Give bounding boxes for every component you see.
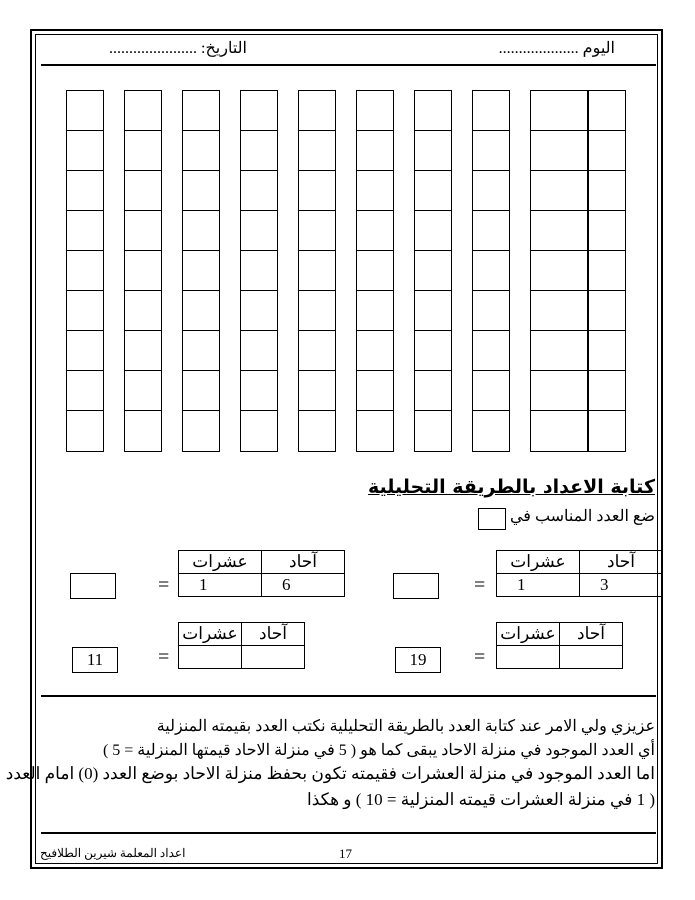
grid-cell (67, 411, 103, 451)
grid-cell (473, 171, 509, 211)
instruction-text: ضع العدد المناسب في (509, 508, 655, 525)
grid-cell (531, 131, 587, 171)
grid-cell (241, 91, 277, 131)
grid-cell (241, 251, 277, 291)
grid-column (298, 90, 336, 452)
grid-cell (299, 171, 335, 211)
grid-cell (183, 411, 219, 451)
tens-value[interactable] (497, 646, 560, 669)
ones-header: آحاد (262, 551, 345, 574)
place-value-table (178, 550, 345, 597)
grid-column (588, 90, 626, 452)
grid-cell (299, 291, 335, 331)
grid-cell (473, 371, 509, 411)
explanation-line: اما العدد الموجود في منزلة العشرات فقيمته تكون بحفظ منزلة الاحاد بوضع العدد (0) امام العدد (5, 764, 655, 783)
grid-cell (299, 251, 335, 291)
grid-cell (67, 211, 103, 251)
grid-cell (357, 371, 393, 411)
grid-cell (125, 411, 161, 451)
grid-cell (589, 91, 625, 131)
grid-cell (125, 171, 161, 211)
place-value-table (178, 622, 305, 669)
page-number: 17 (339, 846, 352, 861)
answer-box: 19 (395, 647, 441, 673)
grid-cell (357, 171, 393, 211)
grid-cell (473, 131, 509, 171)
tens-header: عشرات (497, 551, 580, 574)
day-label: اليوم .................... (498, 40, 615, 57)
footer-divider (41, 832, 656, 834)
ones-header: آحاد (580, 551, 663, 574)
grid-cell (415, 411, 451, 451)
grid-cell (125, 331, 161, 371)
answer-box[interactable] (70, 573, 116, 599)
grid-cell (589, 371, 625, 411)
grid-cell (299, 371, 335, 411)
equals-sign: = (474, 646, 486, 668)
grid-cell (125, 91, 161, 131)
tens-value[interactable] (179, 646, 242, 669)
grid-cell (241, 171, 277, 211)
ones-header: آحاد (242, 623, 305, 646)
grid-cell (473, 211, 509, 251)
grid-cell (589, 211, 625, 251)
grid-cell (67, 291, 103, 331)
grid-cell (473, 251, 509, 291)
explanation-line: عزيزي ولي الامر عند كتابة العدد بالطريقة التحليلية نكتب العدد بقيمته المنزلية (156, 718, 655, 735)
grid-column (414, 90, 452, 452)
grid-cell (415, 291, 451, 331)
grid-cell (473, 331, 509, 371)
grid-cell (241, 411, 277, 451)
grid-cell (241, 331, 277, 371)
grid-column (66, 90, 104, 452)
grid-cell (531, 91, 587, 131)
grid-cell (415, 251, 451, 291)
tens-value: 1 (179, 574, 262, 597)
grid-cell (415, 211, 451, 251)
grid-cell (299, 211, 335, 251)
ones-value[interactable] (560, 646, 623, 669)
grid-cell (183, 171, 219, 211)
grid-cell (589, 291, 625, 331)
grid-cell (125, 371, 161, 411)
grid-cell (473, 91, 509, 131)
grid-column (182, 90, 220, 452)
grid-column (240, 90, 278, 452)
ones-value[interactable] (242, 646, 305, 669)
ones-value: 6 (262, 574, 345, 597)
grid-cell (183, 251, 219, 291)
grid-cell (589, 131, 625, 171)
answer-box[interactable] (393, 573, 439, 599)
grid-cell (241, 211, 277, 251)
grid-cell (531, 171, 587, 211)
grid-cell (241, 371, 277, 411)
grid-cell (415, 331, 451, 371)
grid-cell (67, 251, 103, 291)
grid-cell (589, 331, 625, 371)
place-value-table (496, 550, 663, 597)
grid-cell (531, 251, 587, 291)
grid-cell (299, 131, 335, 171)
grid-column (472, 90, 510, 452)
grid-cell (125, 211, 161, 251)
grid-cell (473, 291, 509, 331)
place-value-table (496, 622, 623, 669)
grid-cell (299, 91, 335, 131)
grid-cell (183, 131, 219, 171)
section-divider (41, 695, 656, 697)
equals-sign: = (158, 574, 170, 596)
grid-column (124, 90, 162, 452)
ones-header: آحاد (560, 623, 623, 646)
grid-cell (531, 331, 587, 371)
grid-cell (589, 251, 625, 291)
explanation-line: أي العدد الموجود في منزلة الاحاد يبقى كما هو ( 5 في منزلة الاحاد قيمتها المنزلية = 5 ) (102, 742, 655, 759)
grid-cell (589, 411, 625, 451)
grid-cell (125, 291, 161, 331)
explanation-line: ( 1 في منزلة العشرات قيمته المنزلية = 10 ) و هكذا (307, 790, 655, 809)
grid-cell (415, 131, 451, 171)
tens-header: عشرات (497, 623, 560, 646)
grid-cell (531, 411, 587, 451)
equals-sign: = (158, 646, 170, 668)
grid-cell (299, 411, 335, 451)
grid-cell (589, 171, 625, 211)
grid-cell (357, 211, 393, 251)
tens-header: عشرات (179, 551, 262, 574)
tens-header: عشرات (179, 623, 242, 646)
grid-cell (415, 371, 451, 411)
grid-cell (531, 211, 587, 251)
grid-cell (183, 331, 219, 371)
grid-cell (241, 291, 277, 331)
header-divider (41, 64, 656, 66)
section-title: كتابة الاعداد بالطريقة التحليلية (367, 476, 655, 498)
grid-cell (415, 91, 451, 131)
grid-cell (125, 251, 161, 291)
grid-cell (415, 171, 451, 211)
grid-cell (183, 371, 219, 411)
grid-cell (357, 291, 393, 331)
grid-cell (357, 251, 393, 291)
equals-sign: = (474, 574, 486, 596)
grid-column (530, 90, 588, 452)
tens-value: 1 (497, 574, 580, 597)
grid-column (356, 90, 394, 452)
grid-cell (241, 131, 277, 171)
grid-cell (531, 371, 587, 411)
grid-cell (67, 331, 103, 371)
grid-cell (67, 91, 103, 131)
answer-box: 11 (72, 647, 118, 673)
grid-cell (67, 131, 103, 171)
ones-value: 3 (580, 574, 663, 597)
grid-cell (299, 331, 335, 371)
grid-cell (67, 171, 103, 211)
grid-cell (183, 91, 219, 131)
grid-cell (125, 131, 161, 171)
grid-cell (473, 411, 509, 451)
grid-cell (183, 291, 219, 331)
grid-cell (357, 331, 393, 371)
grid-cell (357, 411, 393, 451)
author-credit: اعداد المعلمة شيرين الطلافيح (40, 846, 186, 860)
grid-cell (357, 131, 393, 171)
grid-cell (357, 91, 393, 131)
grid-cell (183, 211, 219, 251)
grid-cell (531, 291, 587, 331)
instruction-box (478, 508, 506, 530)
grid-cell (67, 371, 103, 411)
date-label: التاريخ: ...................... (109, 40, 247, 57)
